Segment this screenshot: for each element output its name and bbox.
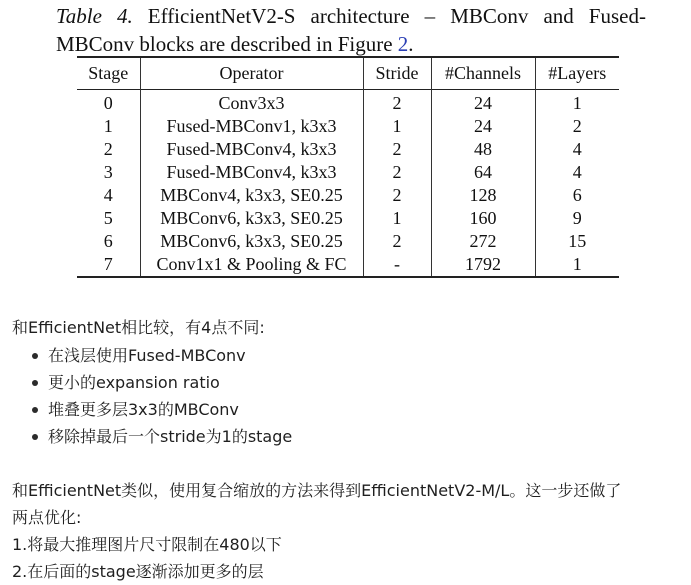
cell-stage: 2 bbox=[77, 138, 140, 161]
cell-channels: 272 bbox=[431, 230, 535, 253]
cell-operator: MBConv4, k3x3, SE0.25 bbox=[140, 184, 363, 207]
cell-stage: 6 bbox=[77, 230, 140, 253]
list-item: 移除掉最后一个stride为1的stage bbox=[48, 423, 688, 450]
cell-stride: 2 bbox=[363, 161, 431, 184]
cell-channels: 64 bbox=[431, 161, 535, 184]
cell-operator: Conv1x1 & Pooling & FC bbox=[140, 253, 363, 277]
list-item: 在浅层使用Fused-MBConv bbox=[48, 342, 688, 369]
table-row bbox=[77, 253, 619, 277]
cell-stride: 2 bbox=[363, 184, 431, 207]
cell-stage: 7 bbox=[77, 253, 140, 277]
cell-stride: 1 bbox=[363, 207, 431, 230]
cell-channels: 160 bbox=[431, 207, 535, 230]
cell-operator: MBConv6, k3x3, SE0.25 bbox=[140, 207, 363, 230]
cell-stride: 2 bbox=[363, 230, 431, 253]
cell-stride: 2 bbox=[363, 90, 431, 116]
cell-channels: 48 bbox=[431, 138, 535, 161]
cell-channels: 128 bbox=[431, 184, 535, 207]
cell-stage: 1 bbox=[77, 115, 140, 138]
cell-channels: 1792 bbox=[431, 253, 535, 277]
cell-stage: 4 bbox=[77, 184, 140, 207]
cell-stride: 2 bbox=[363, 138, 431, 161]
cell-layers: 1 bbox=[572, 254, 582, 274]
header-stride: Stride bbox=[363, 57, 431, 90]
cell-operator: MBConv6, k3x3, SE0.25 bbox=[140, 230, 363, 253]
cell-stride: 1 bbox=[363, 115, 431, 138]
cell-operator: Fused-MBConv4, k3x3 bbox=[140, 138, 363, 161]
header-operator: Operator bbox=[140, 57, 363, 90]
cell-layers: 6 bbox=[572, 185, 582, 205]
cell-channels: 24 bbox=[431, 90, 535, 116]
cell-operator: Conv3x3 bbox=[140, 90, 363, 116]
cell-stage: 3 bbox=[77, 161, 140, 184]
table-row bbox=[77, 138, 619, 161]
list-item: 堆叠更多层3x3的MBConv bbox=[48, 396, 688, 423]
caption-text: EfficientNetV2-S architecture – MBConv and Fused-MBConv blocks are described in Figure bbox=[56, 4, 646, 56]
header-layers: #Layers bbox=[548, 63, 607, 83]
cell-stage: 0 bbox=[77, 90, 140, 116]
caption-label: Table 4. bbox=[56, 4, 133, 28]
table-caption bbox=[56, 2, 646, 58]
cell-layers: 15 bbox=[568, 231, 587, 251]
table-header-row bbox=[77, 57, 619, 90]
architecture-table bbox=[77, 56, 619, 278]
scaling-line-3: 1.将最大推理图片尺寸限制在480以下 bbox=[12, 535, 282, 554]
scaling-line-1: 和EfficientNet类似，使用复合缩放的方法来得到EfficientNetV2-M/L。这一步还做了 bbox=[12, 481, 622, 500]
table-row bbox=[77, 161, 619, 184]
cell-channels: 24 bbox=[431, 115, 535, 138]
scaling-line-4: 2.在后面的stage逐渐添加更多的层 bbox=[12, 562, 264, 581]
cell-layers: 1 bbox=[572, 93, 582, 113]
table-row bbox=[77, 90, 619, 116]
table-row bbox=[77, 207, 619, 230]
differences-intro: 和EfficientNet相比较，有4点不同: bbox=[12, 318, 265, 337]
cell-operator: Fused-MBConv4, k3x3 bbox=[140, 161, 363, 184]
cell-operator: Fused-MBConv1, k3x3 bbox=[140, 115, 363, 138]
table-row bbox=[77, 230, 619, 253]
caption-end: . bbox=[408, 32, 414, 56]
differences-section bbox=[12, 314, 688, 450]
list-item: 更小的expansion ratio bbox=[48, 369, 688, 396]
scaling-section bbox=[12, 477, 691, 585]
cell-stage: 5 bbox=[77, 207, 140, 230]
header-channels: #Channels bbox=[431, 57, 535, 90]
scaling-line-2: 两点优化: bbox=[12, 508, 82, 527]
cell-layers: 4 bbox=[572, 162, 582, 182]
cell-layers: 4 bbox=[572, 139, 582, 159]
differences-list bbox=[12, 342, 688, 450]
table-row bbox=[77, 184, 619, 207]
figure-reference-link[interactable]: 2 bbox=[397, 32, 409, 56]
table-row bbox=[77, 115, 619, 138]
cell-stride: - bbox=[363, 253, 431, 277]
header-stage: Stage bbox=[77, 57, 140, 90]
cell-layers: 2 bbox=[572, 116, 582, 136]
cell-layers: 9 bbox=[572, 208, 582, 228]
